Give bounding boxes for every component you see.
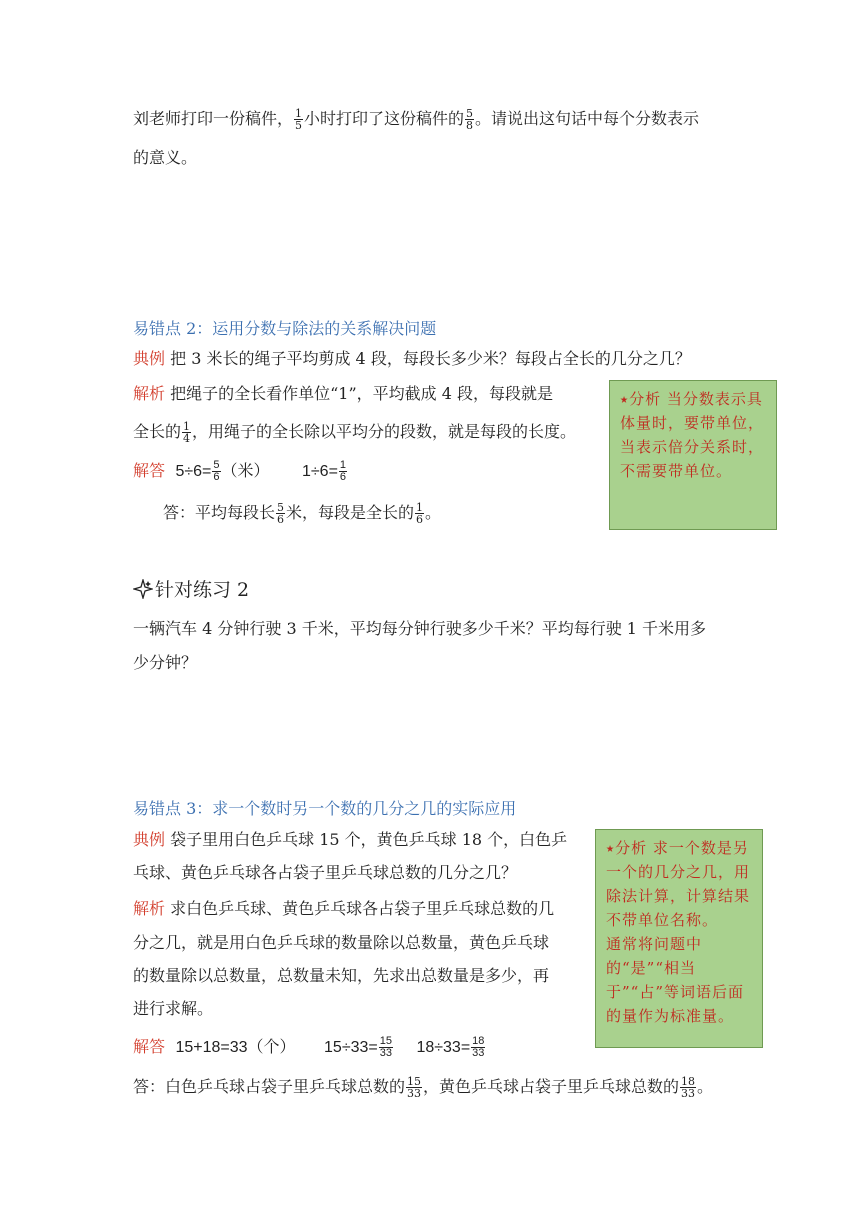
section-3-heading: 易错点 3：求一个数时另一个数的几分之几的实际应用 bbox=[133, 799, 517, 818]
example-tag: 典例 bbox=[133, 830, 166, 849]
s3-analysis-line-1: 解析 求白色乒乓球、黄色乒乓球各占袋子里乒乓球总数的几 bbox=[133, 899, 555, 918]
fraction: $\frac{18}{33}$ bbox=[681, 1075, 696, 1100]
s3-solution: 解答 15+18=33（个） 15÷33= $\frac{15}{33}$ 18÷33= $\frac{18}{33}$ bbox=[133, 1035, 485, 1060]
fraction: $\frac{5}{8}$ bbox=[466, 107, 474, 132]
s3-analysis-line-4: 进行求解。 bbox=[133, 999, 214, 1018]
s2-analysis-note: ⭑分析 当分数表示具体量时，要带单位，当表示倍分关系时，不需要带单位。 bbox=[609, 380, 777, 530]
intro-line-1: 刘老师打印一份稿件， $\frac{1}{5}$ 小时打印了这份稿件的 $\frac{5}{8}$ 。请说出这句话中每个分数表示 bbox=[133, 107, 700, 132]
fraction: $\frac{1}{6}$ bbox=[416, 501, 424, 526]
fraction: $\frac{15}{33}$ bbox=[379, 1035, 392, 1060]
s2-analysis-line-2: 全长的 $\frac{1}{4}$ ，用绳子的全长除以平均分的段数，就是每段的长度。 bbox=[133, 420, 577, 445]
solution-tag: 解答 bbox=[133, 1037, 166, 1056]
fraction: $\frac{1}{6}$ bbox=[339, 459, 347, 484]
s3-example-line-2: 乓球、黄色乒乓球各占袋子里乒乓球总数的几分之几？ bbox=[133, 863, 518, 882]
s3-answer: 答：白色乒乓球占袋子里乒乓球总数的 $\frac{15}{33}$ ，黄色乒乓球占袋子里乒乓球总数的 $\frac{18}{33}$ 。 bbox=[133, 1075, 714, 1100]
fraction: $\frac{1}{4}$ bbox=[183, 420, 191, 445]
analysis-tag: 解析 bbox=[133, 384, 166, 403]
analysis-tag: 解析 bbox=[133, 899, 166, 918]
s2-solution: 解答 5÷6= $\frac{5}{6}$ （米） 1÷6= $\frac{1}{6}$ bbox=[133, 459, 347, 484]
solution-tag: 解答 bbox=[133, 461, 166, 480]
s3-analysis-line-3: 的数量除以总数量，总数量未知，先求出总数量是多少，再 bbox=[133, 966, 550, 985]
practice-line-2: 少分钟？ bbox=[133, 653, 198, 672]
sparkle-icon bbox=[133, 579, 153, 599]
fraction: $\frac{18}{33}$ bbox=[472, 1035, 485, 1060]
intro-line-2: 的意义。 bbox=[133, 148, 198, 167]
s3-example-line-1: 典例 袋子里用白色乒乓球 15 个，黄色乒乓球 18 个，白色乒 bbox=[133, 830, 568, 849]
fraction: $\frac{5}{6}$ bbox=[277, 501, 285, 526]
s3-analysis-line-2: 分之几，就是用白色乒乓球的数量除以总数量，黄色乒乓球 bbox=[133, 933, 550, 952]
s2-example: 典例 把 3 米长的绳子平均剪成 4 段，每段长多少米？每段占全长的几分之几？ bbox=[133, 349, 691, 368]
section-2-heading: 易错点 2：运用分数与除法的关系解决问题 bbox=[133, 319, 437, 338]
s2-analysis-line-1: 解析 把绳子的全长看作单位“1”，平均截成 4 段，每段就是 bbox=[133, 384, 554, 403]
fraction: $\frac{1}{5}$ bbox=[295, 107, 303, 132]
s3-analysis-note: ⭑分析 求一个数是另一个的几分之几，用除法计算，计算结果不带单位名称。 通常将问题中的“是”“相当于”“占”等词语后面的量作为标准量。 bbox=[595, 829, 763, 1048]
fraction: $\frac{5}{6}$ bbox=[213, 459, 220, 484]
practice-line-1: 一辆汽车 4 分钟行驶 3 千米，平均每分钟行驶多少千米？平均每行驶 1 千米用多 bbox=[133, 619, 707, 638]
example-tag: 典例 bbox=[133, 349, 166, 368]
practice-title: 针对练习 2 bbox=[133, 575, 249, 602]
s2-answer: 答：平均每段长 $\frac{5}{6}$ 米，每段是全长的 $\frac{1}{6}$ 。 bbox=[163, 501, 442, 526]
fraction: $\frac{15}{33}$ bbox=[407, 1075, 422, 1100]
